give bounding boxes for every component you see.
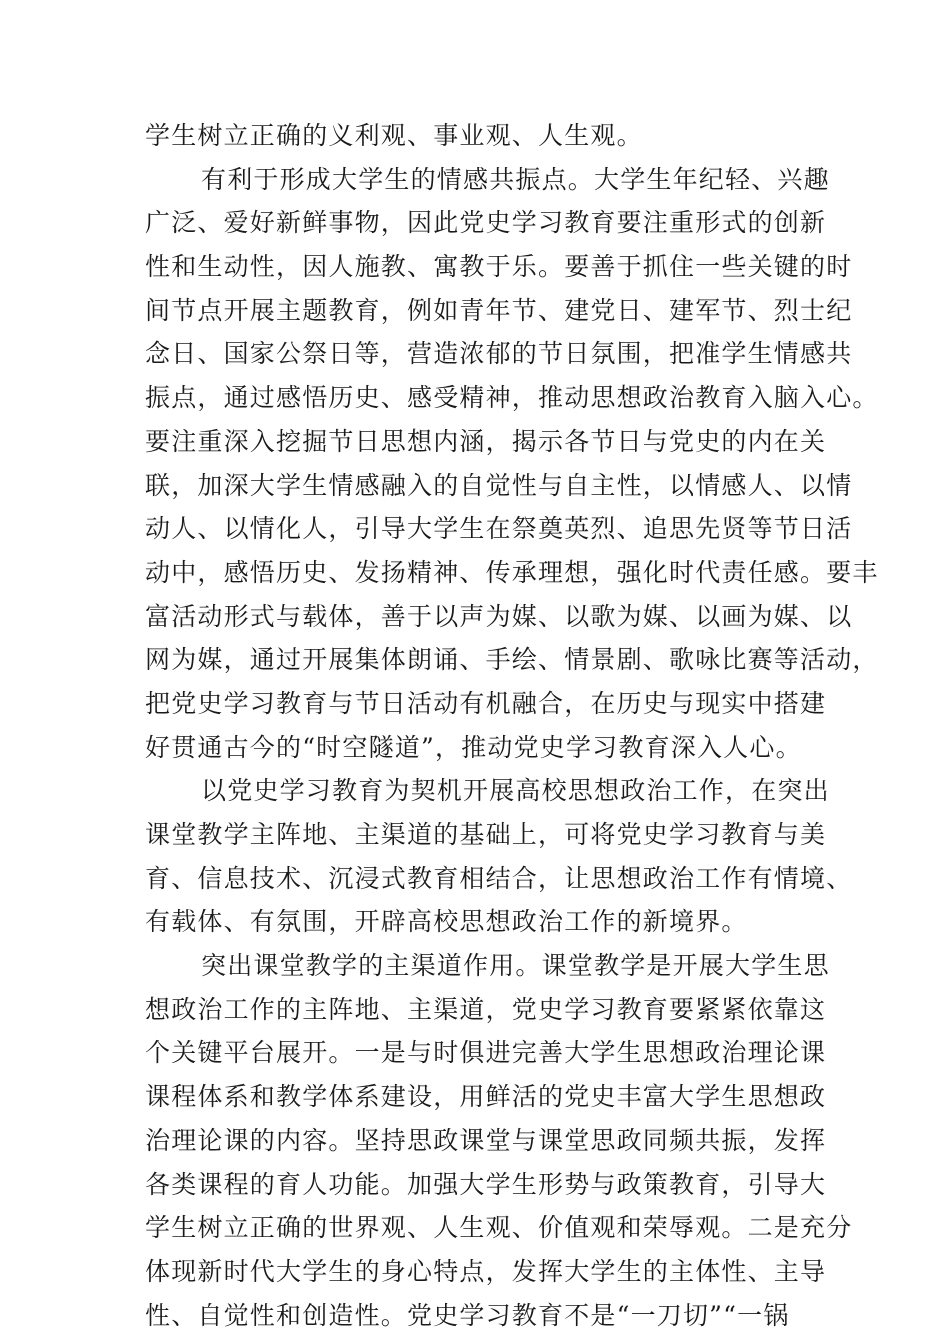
text-line: 把党史学习教育与节日活动有机融合，在历史与现实中搭建 [145, 688, 827, 718]
text-line: 富活动形式与载体，善于以声为媒、以歌为媒、以画为媒、以 [145, 601, 853, 631]
text-line: 育、信息技术、沉浸式教育相结合，让思想政治工作有情境、 [145, 863, 853, 893]
text-line: 想政治工作的主阵地、主渠道，党史学习教育要紧紧依靠这 [145, 994, 827, 1024]
paragraph-first-line: 以党史学习教育为契机开展高校思想政治工作，在突出 [201, 776, 830, 806]
body-text [145, 114, 879, 1337]
text-line: 学生树立正确的世界观、人生观、价值观和荣辱观。二是充分 [145, 1213, 853, 1243]
text-line: 振点，通过感悟历史、感受精神，推动思想政治教育入脑入心。 [145, 383, 879, 413]
text-line: 广泛、爱好新鲜事物，因此党史学习教育要注重形式的创新 [145, 208, 827, 238]
text-line: 网为媒，通过开展集体朗诵、手绘、情景剧、歌咏比赛等活动， [145, 645, 879, 675]
text-line: 治理论课的内容。坚持思政课堂与课堂思政同频共振，发挥 [145, 1125, 827, 1155]
text-line: 念日、国家公祭日等，营造浓郁的节日氛围，把准学生情感共 [145, 339, 853, 369]
text-line: 体现新时代大学生的身心特点，发挥大学生的主体性、主导 [145, 1256, 827, 1286]
text-line: 性、自觉性和创造性。党史学习教育不是“一刀切”“一锅 [145, 1300, 790, 1330]
text-line: 动人、以情化人，引导大学生在祭奠英烈、追思先贤等节日活 [145, 514, 853, 544]
text-line: 学生树立正确的义利观、事业观、人生观。 [145, 121, 643, 150]
paragraph-first-line: 突出课堂教学的主渠道作用。课堂教学是开展大学生思 [201, 951, 830, 981]
text-line: 联，加深大学生情感融入的自觉性与自主性，以情感人、以情 [145, 470, 853, 500]
text-line: 性和生动性，因人施教、寓教于乐。要善于抓住一些关键的时 [145, 252, 853, 282]
paragraph-first-line: 有利于形成大学生的情感共振点。大学生年纪轻、兴趣 [201, 164, 830, 194]
text-line: 好贯通古今的“时空隧道”，推动党史学习教育深入人心。 [145, 732, 802, 762]
text-line: 个关键平台展开。一是与时俱进完善大学生思想政治理论课 [145, 1038, 827, 1068]
text-line: 各类课程的育人功能。加强大学生形势与政策教育，引导大 [145, 1169, 827, 1199]
text-line: 有载体、有氛围，开辟高校思想政治工作的新境界。 [145, 907, 748, 937]
text-line: 动中，感悟历史、发扬精神、传承理想，强化时代责任感。要丰 [145, 557, 879, 587]
text-line: 课程体系和教学体系建设，用鲜活的党史丰富大学生思想政 [145, 1082, 827, 1112]
text-line: 要注重深入挖掘节日思想内涵，揭示各节日与党史的内在关 [145, 426, 827, 456]
text-line: 间节点开展主题教育，例如青年节、建党日、建军节、烈士纪 [145, 295, 853, 325]
text-line: 课堂教学主阵地、主渠道的基础上，可将党史学习教育与美 [145, 820, 827, 849]
